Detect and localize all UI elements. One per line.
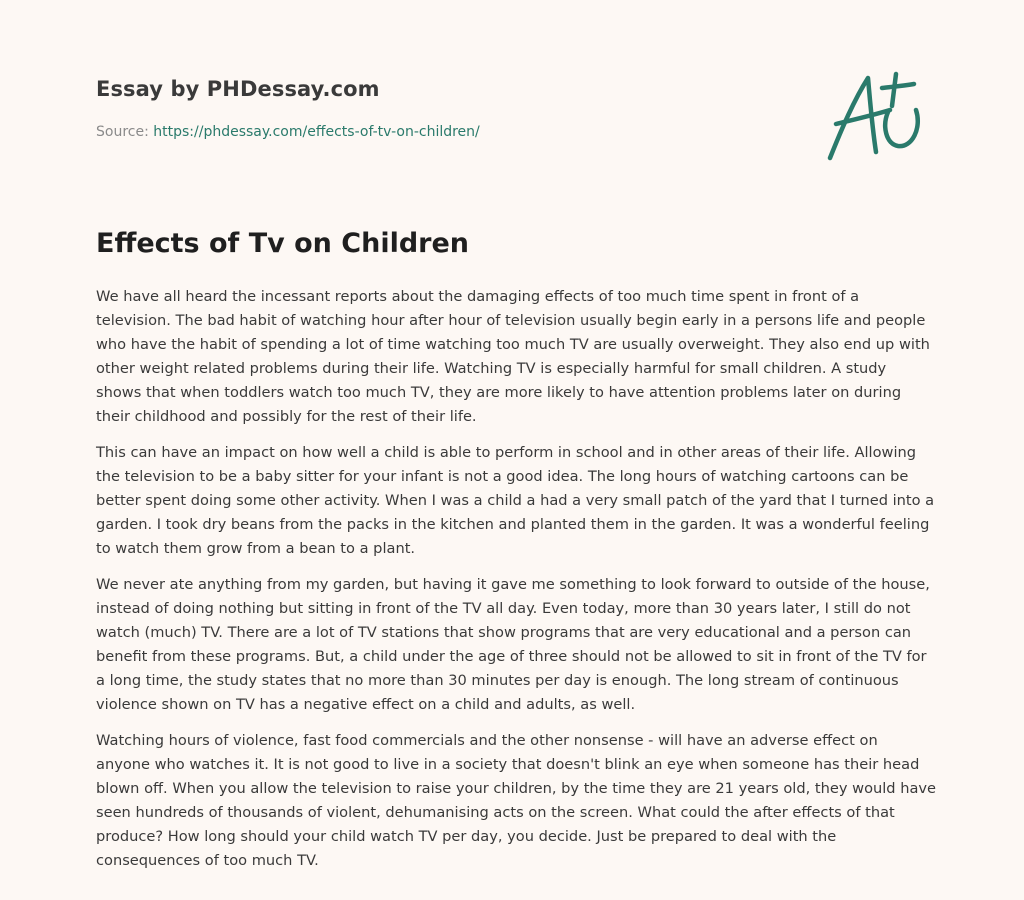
- source-label: Source:: [96, 124, 154, 140]
- a-plus-logo-icon: [818, 66, 928, 166]
- brand-title: Essay by PHDessay.com: [96, 77, 380, 101]
- essay-paragraph: This can have an impact on how well a child is able to perform in school and in other areas of their life. Allowing the television to be a baby sitter for your infant is not a good idea. The long hours of watching cartoons can be better spent doing some other activity. When I was a child a had a very small patch of the yard that I turned into a garden. I took dry beans from the packs in the kitchen and planted them in the garden. It was a wonderful feeling to watch them grow from a bean to a plant.: [96, 444, 935, 557]
- essay-title: Effects of Tv on Children: [96, 228, 470, 259]
- source-link[interactable]: https://phdessay.com/effects-of-tv-on-children/: [153, 124, 480, 140]
- essay-paragraph: Watching hours of violence, fast food commercials and the other nonsense - will have an adverse effect on anyone who watches it. It is not good to live in a society that doesn't blink an eye when someone has their head blown off. When you allow the television to raise your children, by the time they are 21 years old, they would have seen hundreds of thousands of violent, dehumanising acts on the screen. What could the after effects of that produce? How long should your child watch TV per day, you decide. Just be prepared to deal with the consequences of too much TV.: [96, 732, 937, 869]
- essay-paragraph: We never ate anything from my garden, but having it gave me something to look forward to outside of the house, instead of doing nothing but sitting in front of the TV all day. Even today, more than 30 years later, I still do not watch (much) TV. There are a lot of TV stations that show programs that are very educational and a person can benefit from these programs. But, a child under the age of three should not be allowed to sit in front of the TV for a long time, the study states that no more than 30 minutes per day is enough. The long stream of continuous violence shown on TV has a negative effect on a child and adults, as well.: [96, 576, 930, 713]
- essay-paragraph: We have all heard the incessant reports about the damaging effects of too much time spent in front of a television. The bad habit of watching hour after hour of television usually begin early in a persons life and people who have the habit of spending a lot of time watching too much TV are usually overweight. They also end up with other weight related problems during their life. Watching TV is especially harmful for small children. A study shows that when toddlers watch too much TV, they are more likely to have attention problems later on during their childhood and possibly for the rest of their life.: [96, 288, 930, 425]
- essay-body: [96, 285, 936, 885]
- source-line: [96, 124, 480, 140]
